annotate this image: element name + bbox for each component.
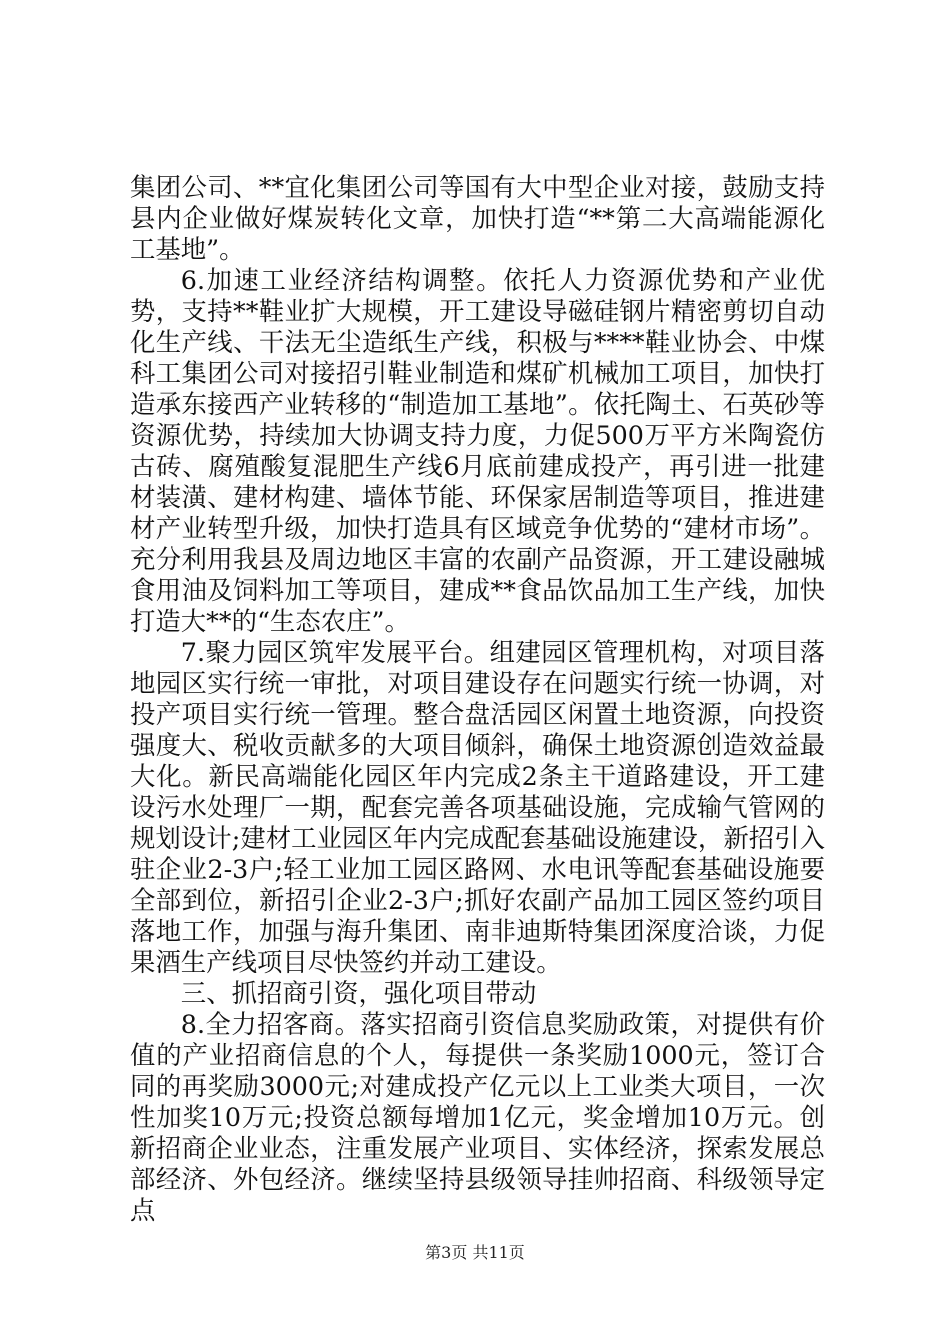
page-footer: [0, 1240, 950, 1263]
page-number-label: 第3页 共11页: [425, 1243, 525, 1262]
document-body: [130, 172, 825, 1226]
paragraph-item-6: 6.加速工业经济结构调整。依托人力资源优势和产业优势，支持**鞋业扩大规模，开工建设导磁硅钢片精密剪切自动化生产线、干法无尘造纸生产线，积极与****鞋业协会、中煤科工集团公司对接招引鞋业制造和煤矿机械加工项目，加快打造承东接西产业转移的“制造加工基地”。依托陶土、石英砂等资源优势，持续加大协调支持力度，力促500万平方米陶瓷仿古砖、腐殖酸复混肥生产线6月底前建成投产，再引进一批建材装潢、建材构建、墙体节能、环保家居制造等项目，推进建材产业转型升级，加快打造具有区域竞争优势的“建材市场”。充分利用我县及周边地区丰富的农副产品资源，开工建设融城食用油及饲料加工等项目，建成**食品饮品加工生产线，加快打造大**的“生态农庄”。: [130, 265, 825, 636]
paragraph-item-7: 7.聚力园区筑牢发展平台。组建园区管理机构，对项目落地园区实行统一审批，对项目建设存在问题实行统一协调，对投产项目实行统一管理。整合盘活园区闲置土地资源，向投资强度大、税收贡献多的大项目倾斜，确保土地资源创造效益最大化。新民高端能化园区年内完成2条主干道路建设，开工建设污水处理厂一期，配套完善各项基础设施，完成输气管网的规划设计;建材工业园区年内完成配套基础设施建设，新招引入驻企业2-3户;轻工业加工园区路网、水电讯等配套基础设施要全部到位，新招引企业2-3户;抓好农副产品加工园区签约项目落地工作，加强与海升集团、南非迪斯特集团深度洽谈，力促果酒生产线项目尽快签约并动工建设。: [130, 637, 825, 977]
paragraph-item-8: 8.全力招客商。落实招商引资信息奖励政策，对提供有价值的产业招商信息的个人，每提供一条奖励1000元，签订合同的再奖励3000元;对建成投产亿元以上工业类大项目，一次性加奖10万元;投资总额每增加1亿元，奖金增加10万元。创新招商企业业态，注重发展产业项目、实体经济，探索发展总部经济、外包经济。继续坚持县级领导挂帅招商、科级领导定点: [130, 1009, 825, 1225]
paragraph-continuation: 集团公司、**宜化集团公司等国有大中型企业对接，鼓励支持县内企业做好煤炭转化文章，加快打造“**第二大高端能源化工基地”。: [130, 172, 825, 264]
section-heading-3: 三、抓招商引资，强化项目带动: [180, 978, 537, 1008]
